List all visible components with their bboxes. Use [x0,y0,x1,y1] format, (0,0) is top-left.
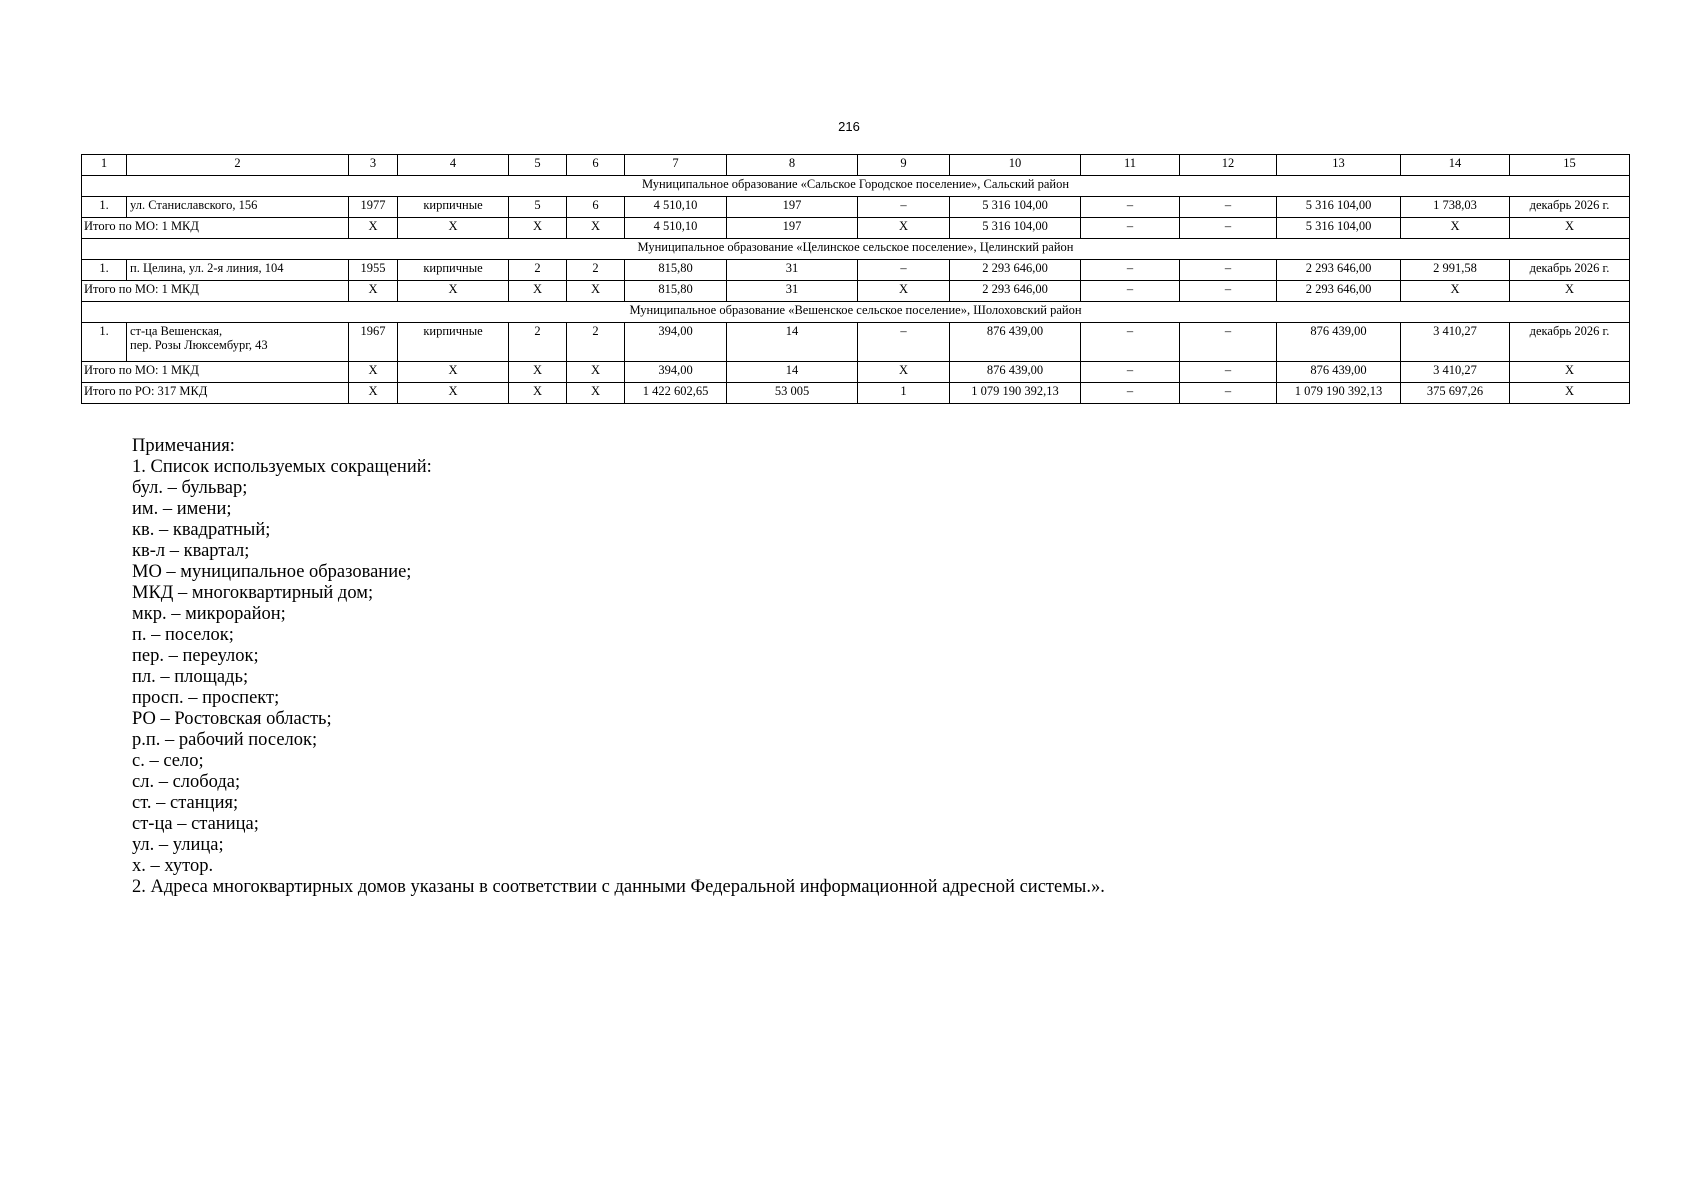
note-line: сл. – слобода; [132,772,241,792]
building-cell: – [1081,323,1180,362]
municipality-total-row [82,362,1630,383]
total-cell: X [509,218,567,239]
building-cell: 876 439,00 [950,323,1081,362]
region-total-cell: X [1510,383,1630,404]
building-cell: 1. [82,323,127,362]
note-line: ст. – станция; [132,793,239,813]
total-cell: X [398,218,509,239]
total-cell: X [858,362,950,383]
total-cell: 394,00 [625,362,727,383]
building-cell: 31 [727,260,858,281]
note-line: х. – хутор. [132,856,214,876]
note-line: 2. Адреса многоквартирных домов указаны в соответствии с данными Федеральной информационной адресной системы.». [132,877,1105,897]
region-total-cell: 1 079 190 392,13 [1277,383,1401,404]
building-cell: ул. Станиславского, 156 [127,197,349,218]
total-cell: – [1081,281,1180,302]
note-line: кв. – квадратный; [132,520,271,540]
building-cell: 3 410,27 [1401,323,1510,362]
column-number-cell: 3 [349,155,398,176]
table-body [82,155,1630,404]
total-cell: 876 439,00 [950,362,1081,383]
total-cell: X [1401,218,1510,239]
total-cell: X [349,362,398,383]
total-cell: X [567,281,625,302]
building-cell: кирпичные [398,197,509,218]
building-row [82,197,1630,218]
building-cell: 815,80 [625,260,727,281]
total-cell: X [509,281,567,302]
total-cell: 14 [727,362,858,383]
notes-section [132,436,1105,898]
municipality-title: Муниципальное образование «Сальское Городское поселение», Сальский район [82,176,1630,197]
column-number-cell: 11 [1081,155,1180,176]
building-row [82,260,1630,281]
total-cell: 815,80 [625,281,727,302]
total-cell: X [1401,281,1510,302]
building-cell: 5 [509,197,567,218]
building-cell: – [858,323,950,362]
note-line: ст-ца – станица; [132,814,259,834]
total-label: Итого по МО: 1 МКД [82,281,349,302]
region-total-cell: X [509,383,567,404]
total-cell: X [398,281,509,302]
total-cell: X [858,218,950,239]
total-cell: X [509,362,567,383]
column-number-cell: 4 [398,155,509,176]
region-total-cell: X [349,383,398,404]
building-cell: 2 [509,260,567,281]
total-cell: X [1510,218,1630,239]
note-line: р.п. – рабочий поселок; [132,730,318,750]
building-cell: 1967 [349,323,398,362]
total-cell: X [398,362,509,383]
column-number-cell: 1 [82,155,127,176]
region-total-cell: X [398,383,509,404]
building-cell: 2 [567,260,625,281]
region-total-label: Итого по РО: 317 МКД [82,383,349,404]
note-line: 1. Список используемых сокращений: [132,457,432,477]
building-cell: 1. [82,197,127,218]
note-line: кв-л – квартал; [132,541,250,561]
total-cell: 2 293 646,00 [950,281,1081,302]
building-cell: декабрь 2026 г. [1510,197,1630,218]
building-row [82,323,1630,362]
building-cell: 6 [567,197,625,218]
municipality-row [82,176,1630,197]
region-total-cell: 1 [858,383,950,404]
note-line: им. – имени; [132,499,232,519]
region-total-cell: 1 079 190 392,13 [950,383,1081,404]
building-cell: 1977 [349,197,398,218]
building-cell: – [1180,260,1277,281]
total-cell: 5 316 104,00 [950,218,1081,239]
total-cell: – [1081,362,1180,383]
total-cell: X [1510,281,1630,302]
region-total-cell: 375 697,26 [1401,383,1510,404]
municipality-row [82,302,1630,323]
municipality-total-row [82,281,1630,302]
building-cell: 14 [727,323,858,362]
building-cell: 1. [82,260,127,281]
total-cell: 2 293 646,00 [1277,281,1401,302]
building-cell: 197 [727,197,858,218]
total-cell: X [567,362,625,383]
header-row [82,155,1630,176]
municipality-row [82,239,1630,260]
building-cell: – [858,197,950,218]
municipality-total-row [82,218,1630,239]
apartment-buildings-table [81,154,1630,404]
note-line: просп. – проспект; [132,688,280,708]
column-number-cell: 9 [858,155,950,176]
building-cell: – [1180,197,1277,218]
building-cell: 5 316 104,00 [1277,197,1401,218]
total-cell: 4 510,10 [625,218,727,239]
total-cell: X [567,218,625,239]
region-total-row [82,383,1630,404]
building-cell: кирпичные [398,323,509,362]
total-cell: 5 316 104,00 [1277,218,1401,239]
building-cell: 876 439,00 [1277,323,1401,362]
total-cell: – [1081,218,1180,239]
building-cell: ст-ца Вешенская, пер. Розы Люксембург, 43 [127,323,349,362]
total-label: Итого по МО: 1 МКД [82,362,349,383]
region-total-cell: 1 422 602,65 [625,383,727,404]
total-label: Итого по МО: 1 МКД [82,218,349,239]
region-total-cell: X [567,383,625,404]
total-cell: X [1510,362,1630,383]
note-line: ул. – улица; [132,835,224,855]
building-cell: п. Целина, ул. 2-я линия, 104 [127,260,349,281]
note-line: МО – муниципальное образование; [132,562,412,582]
total-cell: 31 [727,281,858,302]
column-number-cell: 12 [1180,155,1277,176]
total-cell: X [349,281,398,302]
total-cell: – [1180,281,1277,302]
total-cell: 197 [727,218,858,239]
column-number-cell: 14 [1401,155,1510,176]
building-cell: кирпичные [398,260,509,281]
building-cell: декабрь 2026 г. [1510,323,1630,362]
building-cell: 1955 [349,260,398,281]
notes-heading: Примечания: [132,436,235,456]
building-cell: 2 293 646,00 [950,260,1081,281]
building-cell: 5 316 104,00 [950,197,1081,218]
building-cell: 2 991,58 [1401,260,1510,281]
building-cell: 394,00 [625,323,727,362]
page-number: 216 [838,119,860,134]
municipality-title: Муниципальное образование «Вешенское сельское поселение», Шолоховский район [82,302,1630,323]
municipality-title: Муниципальное образование «Целинское сельское поселение», Целинский район [82,239,1630,260]
building-cell: 4 510,10 [625,197,727,218]
region-total-cell: 53 005 [727,383,858,404]
region-total-cell: – [1081,383,1180,404]
building-cell: 2 [567,323,625,362]
total-cell: 3 410,27 [1401,362,1510,383]
notes-list [132,457,1105,898]
building-cell: 1 738,03 [1401,197,1510,218]
note-line: РО – Ростовская область; [132,709,332,729]
total-cell: 876 439,00 [1277,362,1401,383]
building-cell: – [1180,323,1277,362]
building-cell: – [1081,260,1180,281]
building-cell: 2 [509,323,567,362]
building-cell: 2 293 646,00 [1277,260,1401,281]
note-line: с. – село; [132,751,204,771]
column-number-cell: 8 [727,155,858,176]
note-line: МКД – многоквартирный дом; [132,583,374,603]
total-cell: X [349,218,398,239]
column-number-cell: 13 [1277,155,1401,176]
note-line: пер. – переулок; [132,646,259,666]
column-number-cell: 6 [567,155,625,176]
building-cell: – [1081,197,1180,218]
column-number-cell: 10 [950,155,1081,176]
note-line: пл. – площадь; [132,667,249,687]
region-total-cell: – [1180,383,1277,404]
building-cell: декабрь 2026 г. [1510,260,1630,281]
column-number-cell: 15 [1510,155,1630,176]
column-number-cell: 7 [625,155,727,176]
column-number-cell: 2 [127,155,349,176]
column-number-cell: 5 [509,155,567,176]
total-cell: X [858,281,950,302]
note-line: п. – поселок; [132,625,234,645]
note-line: бул. – бульвар; [132,478,248,498]
total-cell: – [1180,218,1277,239]
building-cell: – [858,260,950,281]
note-line: мкр. – микрорайон; [132,604,286,624]
total-cell: – [1180,362,1277,383]
